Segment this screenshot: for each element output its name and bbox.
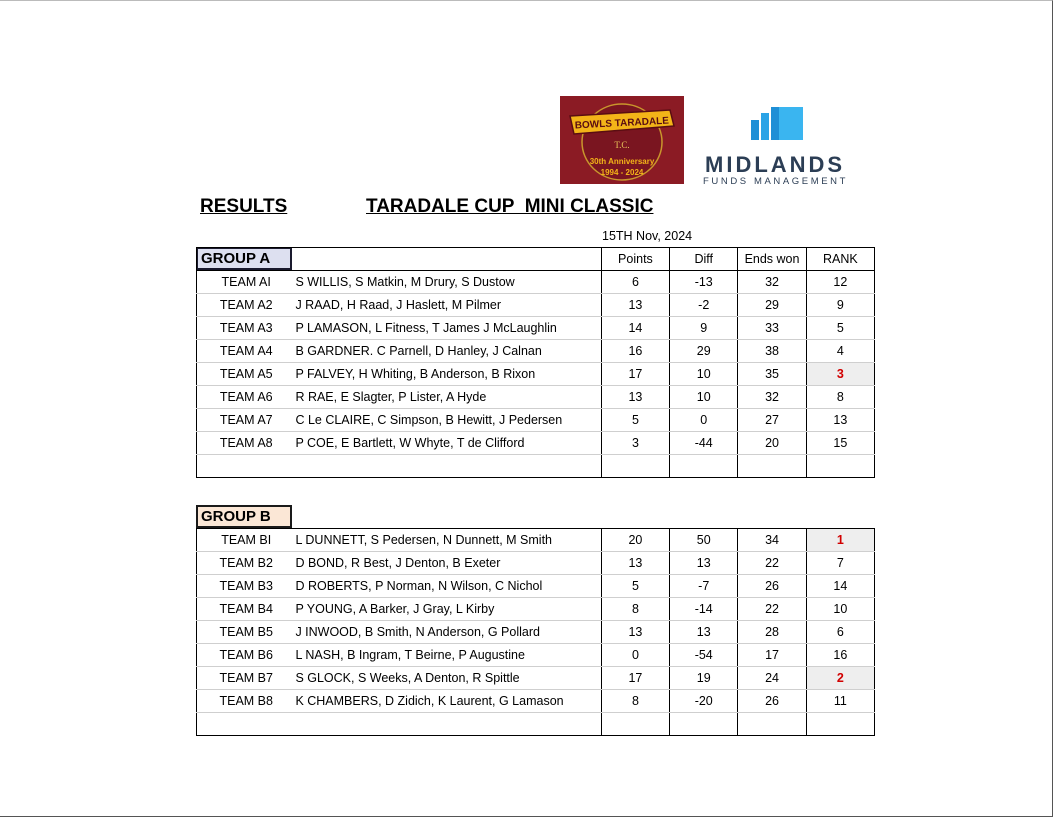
team-ends-won: 27 [738, 409, 806, 432]
team-players: P FALVEY, H Whiting, B Anderson, B Rixon [295, 363, 601, 386]
team-points: 6 [601, 271, 669, 294]
team-ends-won: 38 [738, 340, 806, 363]
group-a-label: GROUP A [196, 247, 292, 270]
table-row [197, 317, 875, 340]
blank-cell [601, 455, 669, 478]
table-row [197, 575, 875, 598]
team-points: 13 [601, 621, 669, 644]
team-diff: -13 [670, 271, 738, 294]
team-rank: 12 [806, 271, 874, 294]
team-players: D ROBERTS, P Norman, N Wilson, C Nichol [295, 575, 601, 598]
midlands-word: MIDLANDS [705, 152, 846, 177]
team-name: TEAM B5 [197, 621, 296, 644]
team-players: P LAMASON, L Fitness, T James J McLaughlin [295, 317, 601, 340]
results-heading: RESULTS [200, 196, 288, 217]
midlands-sub: FUNDS MANAGEMENT [703, 176, 849, 187]
team-rank: 15 [806, 432, 874, 455]
team-players: R RAE, E Slagter, P Lister, A Hyde [295, 386, 601, 409]
team-name: TEAM A8 [197, 432, 296, 455]
team-diff: 19 [670, 667, 738, 690]
team-name: TEAM A5 [197, 363, 296, 386]
bowls-years-text: 1994 - 2024 [600, 168, 644, 177]
team-rank: 5 [806, 317, 874, 340]
team-ends-won: 22 [738, 598, 806, 621]
team-name: TEAM A4 [197, 340, 296, 363]
table-header-row [197, 248, 875, 271]
table-row [197, 409, 875, 432]
table-row [197, 271, 875, 294]
blank-row [197, 455, 875, 478]
team-points: 5 [601, 575, 669, 598]
team-points: 3 [601, 432, 669, 455]
blank-cell [197, 713, 296, 736]
group-b-label: GROUP B [196, 505, 292, 528]
team-diff: -44 [670, 432, 738, 455]
team-players: S GLOCK, S Weeks, A Denton, R Spittle [295, 667, 601, 690]
header-points: Points [601, 248, 669, 271]
team-rank: 13 [806, 409, 874, 432]
team-diff: 29 [670, 340, 738, 363]
team-players: J RAAD, H Raad, J Haslett, M Pilmer [295, 294, 601, 317]
team-rank: 4 [806, 340, 874, 363]
team-rank: 8 [806, 386, 874, 409]
table-row [197, 690, 875, 713]
team-points: 13 [601, 552, 669, 575]
team-name: TEAM A3 [197, 317, 296, 340]
team-ends-won: 24 [738, 667, 806, 690]
team-ends-won: 34 [738, 529, 806, 552]
group-b-table [196, 528, 875, 736]
team-points: 13 [601, 294, 669, 317]
blank-cell [670, 455, 738, 478]
team-name: TEAM A2 [197, 294, 296, 317]
team-points: 20 [601, 529, 669, 552]
team-players: D BOND, R Best, J Denton, B Exeter [295, 552, 601, 575]
team-rank: 3 [806, 363, 874, 386]
team-points: 5 [601, 409, 669, 432]
bowls-taradale-emblem [560, 96, 684, 184]
header-players-cell [295, 248, 601, 271]
team-diff: 10 [670, 386, 738, 409]
team-points: 16 [601, 340, 669, 363]
team-rank: 2 [806, 667, 874, 690]
team-rank: 7 [806, 552, 874, 575]
team-points: 8 [601, 598, 669, 621]
team-players: P COE, E Bartlett, W Whyte, T de Clifford [295, 432, 601, 455]
team-rank: 14 [806, 575, 874, 598]
team-points: 0 [601, 644, 669, 667]
blank-cell [295, 455, 601, 478]
team-ends-won: 17 [738, 644, 806, 667]
header-ends-won: Ends won [738, 248, 806, 271]
table-row [197, 667, 875, 690]
team-ends-won: 29 [738, 294, 806, 317]
team-diff: -54 [670, 644, 738, 667]
team-ends-won: 32 [738, 271, 806, 294]
team-diff: 13 [670, 621, 738, 644]
team-name: TEAM B7 [197, 667, 296, 690]
team-points: 8 [601, 690, 669, 713]
bowls-taradale-logo [560, 96, 684, 184]
team-diff: 0 [670, 409, 738, 432]
team-name: TEAM B6 [197, 644, 296, 667]
team-points: 17 [601, 667, 669, 690]
team-ends-won: 28 [738, 621, 806, 644]
team-rank: 16 [806, 644, 874, 667]
team-rank: 11 [806, 690, 874, 713]
event-date: 15TH Nov, 2024 [602, 229, 693, 243]
blank-cell [295, 713, 601, 736]
team-name: TEAM B4 [197, 598, 296, 621]
team-players: J INWOOD, B Smith, N Anderson, G Pollard [295, 621, 601, 644]
team-players: L DUNNETT, S Pedersen, N Dunnett, M Smith [295, 529, 601, 552]
team-players: K CHAMBERS, D Zidich, K Laurent, G Lamason [295, 690, 601, 713]
team-points: 14 [601, 317, 669, 340]
table-row [197, 621, 875, 644]
blank-cell [806, 713, 874, 736]
team-ends-won: 32 [738, 386, 806, 409]
bowls-anniversary-text: 30th Anniversary [589, 157, 655, 166]
team-diff: -7 [670, 575, 738, 598]
table-row [197, 294, 875, 317]
team-rank: 9 [806, 294, 874, 317]
team-diff: -20 [670, 690, 738, 713]
team-name: TEAM A6 [197, 386, 296, 409]
group-a-table [196, 247, 875, 478]
team-diff: 50 [670, 529, 738, 552]
team-name: TEAM B8 [197, 690, 296, 713]
team-ends-won: 20 [738, 432, 806, 455]
team-players: P YOUNG, A Barker, J Gray, L Kirby [295, 598, 601, 621]
team-ends-won: 33 [738, 317, 806, 340]
team-players: C Le CLAIRE, C Simpson, B Hewitt, J Pedersen [295, 409, 601, 432]
table-row [197, 644, 875, 667]
team-rank: 6 [806, 621, 874, 644]
team-players: B GARDNER. C Parnell, D Hanley, J Calnan [295, 340, 601, 363]
table-row [197, 552, 875, 575]
table-row [197, 340, 875, 363]
team-diff: -2 [670, 294, 738, 317]
team-players: L NASH, B Ingram, T Beirne, P Augustine [295, 644, 601, 667]
team-ends-won: 35 [738, 363, 806, 386]
midlands-bars-icon [700, 100, 860, 148]
blank-cell [670, 713, 738, 736]
blank-cell [738, 455, 806, 478]
team-name: TEAM B2 [197, 552, 296, 575]
table-row [197, 598, 875, 621]
team-ends-won: 26 [738, 575, 806, 598]
table-row [197, 386, 875, 409]
header-team-cell [197, 248, 296, 271]
team-ends-won: 26 [738, 690, 806, 713]
team-name: TEAM A7 [197, 409, 296, 432]
team-name: TEAM BI [197, 529, 296, 552]
blank-cell [197, 455, 296, 478]
team-diff: -14 [670, 598, 738, 621]
team-rank: 10 [806, 598, 874, 621]
bowls-banner-text: BOWLS TARADALE [574, 115, 670, 132]
blank-row [197, 713, 875, 736]
event-title: TARADALE CUP MINI CLASSIC [366, 196, 654, 217]
midlands-logo [700, 100, 860, 188]
blank-cell [738, 713, 806, 736]
team-name: TEAM B3 [197, 575, 296, 598]
team-name: TEAM AI [197, 271, 296, 294]
blank-cell [601, 713, 669, 736]
bowls-initials-icon: T.C. [614, 140, 630, 150]
table-row [197, 529, 875, 552]
header-rank: RANK [806, 248, 874, 271]
team-diff: 10 [670, 363, 738, 386]
table-row [197, 363, 875, 386]
table-row [197, 432, 875, 455]
team-points: 17 [601, 363, 669, 386]
header-diff: Diff [670, 248, 738, 271]
team-rank: 1 [806, 529, 874, 552]
team-ends-won: 22 [738, 552, 806, 575]
team-points: 13 [601, 386, 669, 409]
team-players: S WILLIS, S Matkin, M Drury, S Dustow [295, 271, 601, 294]
team-diff: 13 [670, 552, 738, 575]
team-diff: 9 [670, 317, 738, 340]
blank-cell [806, 455, 874, 478]
